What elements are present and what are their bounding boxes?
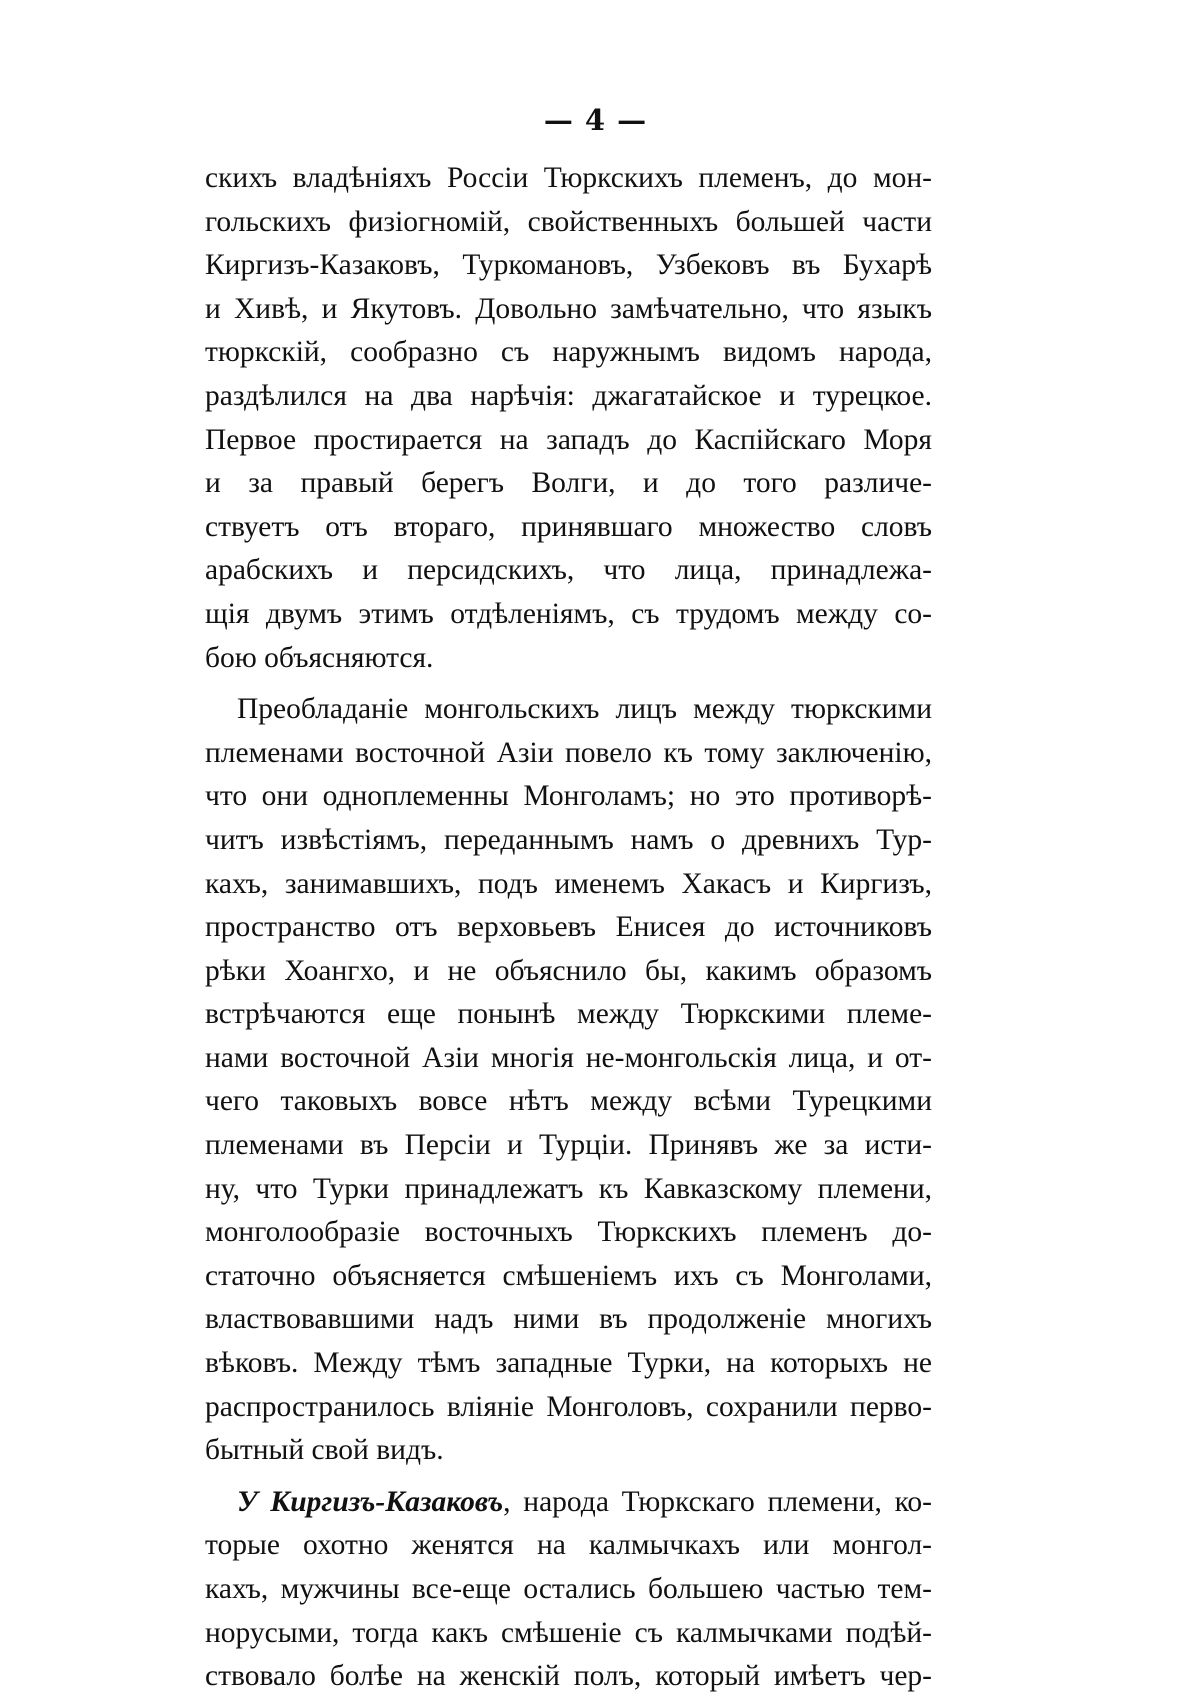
paragraph-2 [205, 688, 932, 1473]
text-line: торые охотно женятся на калмычкахъ или монгол- [205, 1529, 932, 1562]
text-line: тюркскій, сообразно съ наружнымъ видомъ народа, [205, 336, 932, 369]
text-line: Первое простирается на западъ до Каспійскаго Моря [205, 423, 932, 456]
text-line: статочно объясняется смѣшеніемъ ихъ съ Монголами, [205, 1259, 932, 1292]
page-number: — 4 — [543, 103, 648, 137]
text-line [205, 1481, 932, 1525]
text-line: монголообразіе восточныхъ Тюркскихъ племенъ до- [205, 1216, 932, 1249]
text-line: и за правый берегъ Волги, и до того различе- [205, 467, 932, 500]
text-line: бою объясняются. [205, 641, 434, 674]
text-line: властвовавшими надъ ними въ продолженіе многихъ [205, 1303, 932, 1336]
text-line: Преобладаніе монгольскихъ лицъ между тюркскими [237, 693, 932, 726]
text-line: гольскихъ физіогномій, свойственныхъ большей части [205, 205, 932, 238]
text-line: арабскихъ и персидскихъ, что лица, принадлежа- [205, 554, 932, 587]
text-line: ну, что Турки принадлежатъ къ Кавказскому племени, [205, 1172, 932, 1205]
text-line: племенами въ Персіи и Турціи. Принявъ же за исти- [205, 1129, 932, 1162]
text-line: распространилось вліяніе Монголовъ, сохранили перво- [205, 1390, 932, 1423]
text-line: скихъ владѣніяхъ Россіи Тюркскихъ племенъ, до мон- [205, 162, 932, 194]
text-line: норусыми, тогда какъ смѣшеніе съ калмычками подѣй- [205, 1616, 932, 1649]
text-line: кахъ, занимавшихъ, подъ именемъ Хакасъ и Киргизъ, [205, 867, 932, 900]
text-line: бытный свой видъ. [205, 1434, 444, 1467]
italic-name: У Киргизъ-Казаковъ [237, 1485, 504, 1518]
text-line: чего таковыхъ вовсе нѣтъ между всѣми Турецкими [205, 1085, 932, 1118]
body-text [205, 157, 932, 1699]
text-line: что они одноплеменны Монголамъ; но это противорѣ- [205, 780, 932, 813]
text-line: кахъ, мужчины все-еще остались большею частью тем- [205, 1573, 932, 1605]
text-line: встрѣчаются еще понынѣ между Тюркскими племе- [205, 998, 932, 1031]
text-line: раздѣлился на два нарѣчія: джагатайское и турецкое. [205, 379, 932, 412]
text-line: вѣковъ. Между тѣмъ западные Турки, на которыхъ не [205, 1347, 932, 1380]
text-line: племенами восточной Азіи повело къ тому заключенію, [205, 736, 932, 769]
text-line: и Хивѣ, и Якутовъ. Довольно замѣчательно, что языкъ [205, 292, 932, 325]
text-line: ствовало болѣе на женскій полъ, который имѣетъ чер- [205, 1660, 932, 1693]
text-line: ствуетъ отъ втораго, принявшаго множество словъ [205, 510, 932, 543]
text-line: щія двумъ этимъ отдѣленіямъ, съ трудомъ между со- [205, 597, 932, 630]
text-line: пространство отъ верховьевъ Енисея до источниковъ [205, 911, 932, 944]
paragraph-3 [205, 1481, 932, 1699]
text-line: читъ извѣстіямъ, переданнымъ намъ о древнихъ Тур- [205, 823, 932, 856]
paragraph-1 [205, 157, 932, 680]
text-line: нами восточной Азіи многія не-монгольскія лица, и от- [205, 1041, 932, 1074]
lead-rest: , народа Тюркскаго племени, ко- [503, 1485, 932, 1518]
text-line: Киргизъ-Казаковъ, Туркомановъ, Узбековъ въ Бухарѣ [205, 249, 932, 282]
text-line: рѣки Хоангхо, и не объяснило бы, какимъ образомъ [205, 954, 932, 987]
